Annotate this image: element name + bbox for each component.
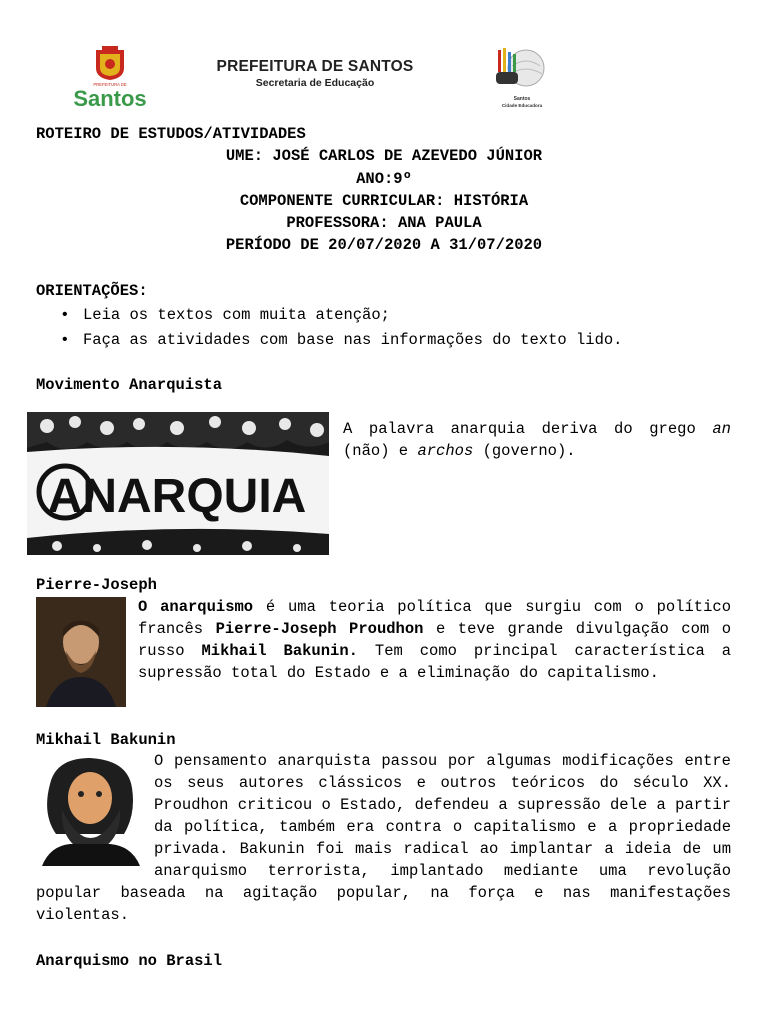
term-proudhon: Pierre-Joseph Proudhon xyxy=(215,620,424,638)
term-an: an xyxy=(712,420,731,438)
anarquia-image xyxy=(27,412,329,555)
orientacoes-list xyxy=(36,303,623,353)
bakunin-paragraph: O pensamento anarquista passou por algumas modificações entre os seus autores clássicos e outros teóricos do século XX. Proudhon criticou o Estado, defendeu a supressão dele a partir da política, também era contra o capitalismo e a propriedade privada. Bakunin foi mais radical ao implantar a ideia de um anarquismo terrorista, implantado mediante uma revolução popular baseada na agitação popular, na força e nas manifestações violentas. xyxy=(36,752,731,924)
section-title-brasil: Anarquismo no Brasil xyxy=(36,952,223,970)
list-item: • Leia os textos com muita atenção; xyxy=(36,303,623,328)
componente-line: COMPONENTE CURRICULAR: HISTÓRIA xyxy=(239,192,529,210)
term-anarquismo: O anarquismo xyxy=(138,598,254,616)
professora-line: PROFESSORA: ANA PAULA xyxy=(286,214,482,232)
prefeitura-title: PREFEITURA DE SANTOS xyxy=(216,58,414,75)
anarquia-banner-text: ANARQUIA xyxy=(47,470,307,523)
term-archos: archos xyxy=(417,442,474,460)
section-title-pierre: Pierre-Joseph xyxy=(36,576,157,594)
secretaria-subtitle: Secretaria de Educação xyxy=(255,77,375,89)
pierre-paragraph: O anarquismo é uma teoria política que surgiu com o político francês Pierre-Joseph Proudhon e teve grande divulgação com o russo Mikhail Bakunin. Tem como principal característica a supressão total do Estado e a eliminação do capitalismo. xyxy=(138,598,731,682)
section-title-movimento: Movimento Anarquista xyxy=(36,376,223,394)
header-title-block xyxy=(200,58,430,89)
list-item: • Faça as atividades com base nas informações do texto lido. xyxy=(36,328,623,353)
periodo-line: PERÍODO DE 20/07/2020 A 31/07/2020 xyxy=(225,236,543,254)
svg-text:PREFEITURA DE: PREFEITURA DE xyxy=(93,82,127,87)
roteiro-heading: ROTEIRO DE ESTUDOS/ATIVIDADES xyxy=(36,125,306,143)
proudhon-portrait xyxy=(36,597,126,707)
ano-line: ANO:9º xyxy=(356,170,412,188)
santos-wordmark: Santos xyxy=(73,86,147,110)
santos-city-logo xyxy=(62,44,158,110)
orientacoes-title: ORIENTAÇÕES: xyxy=(36,282,148,300)
section-title-bakunin: Mikhail Bakunin xyxy=(36,731,176,749)
movimento-paragraph: A palavra anarquia deriva do grego an (não) e archos (governo). xyxy=(343,420,731,460)
term-bakunin: Mikhail Bakunin. xyxy=(201,642,358,660)
svg-text:Santos: Santos xyxy=(513,96,531,102)
svg-text:Cidade Educadora: Cidade Educadora xyxy=(501,103,543,108)
cidade-educadora-logo xyxy=(486,44,552,112)
ume-line: UME: JOSÉ CARLOS DE AZEVEDO JÚNIOR xyxy=(225,147,543,165)
